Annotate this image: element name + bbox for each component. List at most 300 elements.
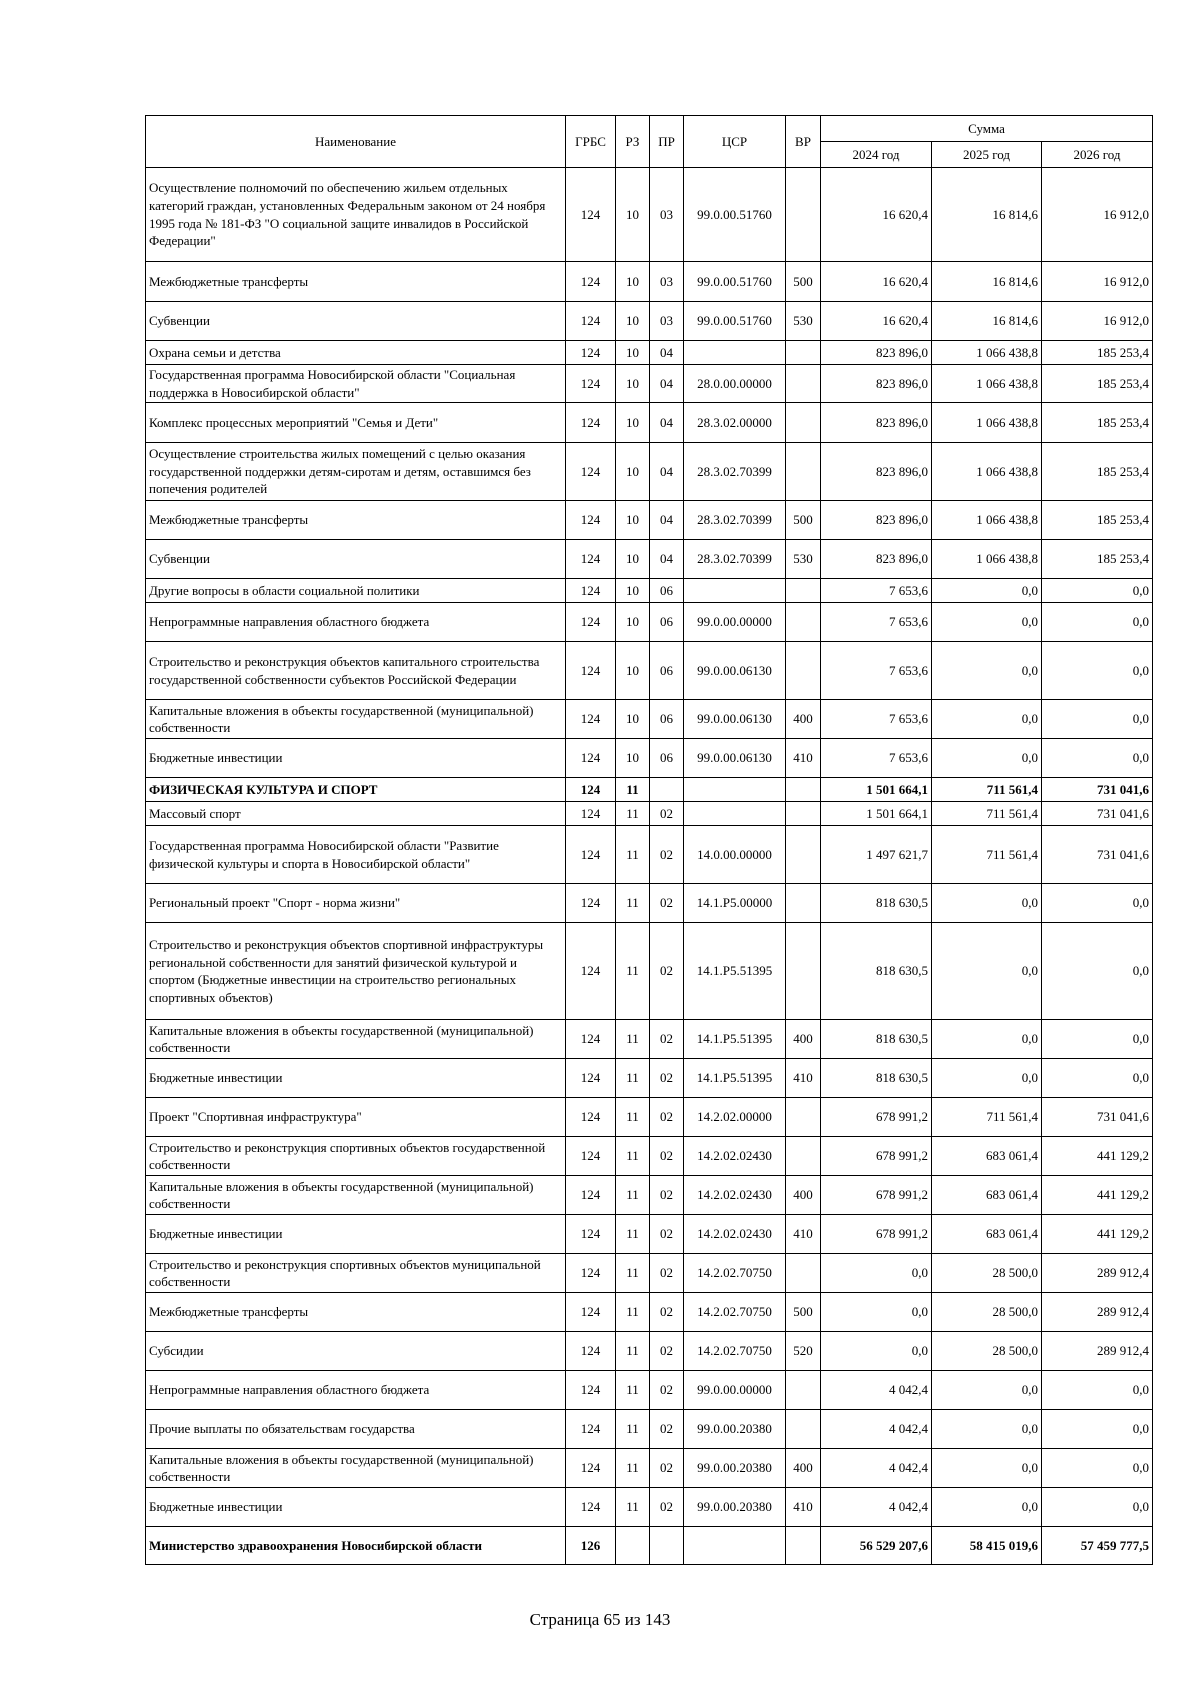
cell-pr: 02 <box>650 1098 684 1137</box>
cell-vr <box>786 826 821 884</box>
cell-vr <box>786 443 821 501</box>
table-row <box>146 1020 1153 1059</box>
table-row <box>146 884 1153 923</box>
cell-pr: 02 <box>650 1488 684 1527</box>
cell-grbs: 124 <box>566 443 616 501</box>
cell-y2025: 0,0 <box>932 923 1042 1020</box>
cell-rz: 10 <box>616 403 650 443</box>
table-row <box>146 923 1153 1020</box>
header-sum: Сумма <box>821 116 1153 142</box>
cell-name: Осуществление полномочий по обеспечению жильем отдельных категорий граждан, установленных Федеральным законом от 24 ноября 1995 года № 181-ФЗ "О социальной защите инвалидов в Российской Федерации" <box>146 168 566 262</box>
cell-pr: 02 <box>650 1176 684 1215</box>
cell-y2025: 683 061,4 <box>932 1215 1042 1254</box>
header-csr: ЦСР <box>684 116 786 168</box>
table-row <box>146 262 1153 302</box>
cell-y2024: 1 501 664,1 <box>821 778 932 802</box>
header-pr: ПР <box>650 116 684 168</box>
cell-name: Субсидии <box>146 1332 566 1371</box>
cell-csr: 28.0.00.00000 <box>684 365 786 403</box>
table-row <box>146 443 1153 501</box>
cell-name: Бюджетные инвестиции <box>146 1215 566 1254</box>
cell-y2024: 7 653,6 <box>821 700 932 739</box>
cell-y2024: 7 653,6 <box>821 642 932 700</box>
cell-grbs: 124 <box>566 826 616 884</box>
table-row <box>146 1293 1153 1332</box>
cell-csr <box>684 341 786 365</box>
cell-y2024: 16 620,4 <box>821 168 932 262</box>
table-row <box>146 540 1153 579</box>
cell-csr: 99.0.00.06130 <box>684 642 786 700</box>
cell-y2025: 16 814,6 <box>932 168 1042 262</box>
cell-vr <box>786 642 821 700</box>
cell-grbs: 124 <box>566 403 616 443</box>
cell-y2024: 0,0 <box>821 1332 932 1371</box>
cell-y2025: 28 500,0 <box>932 1332 1042 1371</box>
cell-vr: 410 <box>786 739 821 778</box>
cell-grbs: 124 <box>566 1176 616 1215</box>
cell-rz: 11 <box>616 923 650 1020</box>
cell-pr: 02 <box>650 1449 684 1488</box>
cell-y2025: 0,0 <box>932 1449 1042 1488</box>
cell-y2025: 16 814,6 <box>932 302 1042 341</box>
cell-y2024: 16 620,4 <box>821 302 932 341</box>
table-row <box>146 1410 1153 1449</box>
cell-rz: 10 <box>616 262 650 302</box>
cell-vr <box>786 778 821 802</box>
cell-vr: 410 <box>786 1059 821 1098</box>
cell-rz: 11 <box>616 1020 650 1059</box>
cell-vr <box>786 923 821 1020</box>
cell-name: Капитальные вложения в объекты государственной (муниципальной) собственности <box>146 1449 566 1488</box>
header-vr: ВР <box>786 116 821 168</box>
table-row <box>146 802 1153 826</box>
cell-vr <box>786 603 821 642</box>
header-grbs: ГРБС <box>566 116 616 168</box>
cell-y2025: 1 066 438,8 <box>932 365 1042 403</box>
cell-name: Министерство здравоохранения Новосибирской области <box>146 1527 566 1565</box>
cell-name: Межбюджетные трансферты <box>146 262 566 302</box>
cell-y2024: 678 991,2 <box>821 1098 932 1137</box>
cell-y2024: 4 042,4 <box>821 1488 932 1527</box>
cell-grbs: 124 <box>566 1488 616 1527</box>
cell-vr: 400 <box>786 1176 821 1215</box>
cell-vr <box>786 403 821 443</box>
cell-name: Субвенции <box>146 302 566 341</box>
cell-grbs: 124 <box>566 1137 616 1176</box>
cell-vr <box>786 1527 821 1565</box>
cell-csr: 99.0.00.00000 <box>684 603 786 642</box>
cell-rz: 11 <box>616 1176 650 1215</box>
cell-grbs: 124 <box>566 884 616 923</box>
cell-rz: 11 <box>616 1410 650 1449</box>
cell-vr <box>786 579 821 603</box>
table-body <box>146 168 1153 1565</box>
cell-y2026: 0,0 <box>1042 884 1153 923</box>
cell-csr: 99.0.00.06130 <box>684 739 786 778</box>
cell-pr: 04 <box>650 365 684 403</box>
cell-y2025: 0,0 <box>932 1488 1042 1527</box>
cell-y2026: 16 912,0 <box>1042 168 1153 262</box>
cell-y2026: 731 041,6 <box>1042 1098 1153 1137</box>
cell-name: Проект "Спортивная инфраструктура" <box>146 1098 566 1137</box>
cell-y2026: 441 129,2 <box>1042 1176 1153 1215</box>
cell-pr: 02 <box>650 826 684 884</box>
cell-name: Бюджетные инвестиции <box>146 1059 566 1098</box>
cell-rz: 11 <box>616 778 650 802</box>
cell-pr: 06 <box>650 739 684 778</box>
cell-csr: 14.2.02.70750 <box>684 1293 786 1332</box>
cell-grbs: 126 <box>566 1527 616 1565</box>
table-row <box>146 365 1153 403</box>
cell-rz <box>616 1527 650 1565</box>
cell-grbs: 124 <box>566 778 616 802</box>
cell-grbs: 124 <box>566 1332 616 1371</box>
cell-y2026: 185 253,4 <box>1042 403 1153 443</box>
cell-rz: 11 <box>616 884 650 923</box>
cell-pr: 06 <box>650 642 684 700</box>
cell-csr: 99.0.00.51760 <box>684 168 786 262</box>
cell-vr: 530 <box>786 540 821 579</box>
cell-y2024: 1 501 664,1 <box>821 802 932 826</box>
cell-y2024: 823 896,0 <box>821 443 932 501</box>
cell-y2024: 823 896,0 <box>821 540 932 579</box>
cell-y2024: 7 653,6 <box>821 603 932 642</box>
cell-grbs: 124 <box>566 365 616 403</box>
cell-y2024: 56 529 207,6 <box>821 1527 932 1565</box>
cell-name: Комплекс процессных мероприятий "Семья и Дети" <box>146 403 566 443</box>
cell-pr: 06 <box>650 700 684 739</box>
cell-name: Государственная программа Новосибирской области "Развитие физической культуры и спорта в Новосибирской области" <box>146 826 566 884</box>
cell-rz: 10 <box>616 739 650 778</box>
cell-vr <box>786 168 821 262</box>
cell-name: Прочие выплаты по обязательствам государства <box>146 1410 566 1449</box>
cell-y2026: 0,0 <box>1042 1059 1153 1098</box>
cell-y2024: 16 620,4 <box>821 262 932 302</box>
cell-csr: 14.2.02.70750 <box>684 1332 786 1371</box>
cell-name: Субвенции <box>146 540 566 579</box>
cell-y2025: 1 066 438,8 <box>932 403 1042 443</box>
cell-rz: 11 <box>616 1293 650 1332</box>
cell-y2026: 731 041,6 <box>1042 802 1153 826</box>
cell-vr <box>786 365 821 403</box>
cell-vr: 400 <box>786 700 821 739</box>
table-row <box>146 642 1153 700</box>
cell-vr <box>786 1098 821 1137</box>
table-row <box>146 1371 1153 1410</box>
cell-vr <box>786 1254 821 1293</box>
table-row <box>146 1176 1153 1215</box>
cell-name: Межбюджетные трансферты <box>146 501 566 540</box>
cell-grbs: 124 <box>566 923 616 1020</box>
cell-y2025: 711 561,4 <box>932 826 1042 884</box>
header-2026: 2026 год <box>1042 142 1153 168</box>
table-row <box>146 403 1153 443</box>
cell-pr: 03 <box>650 302 684 341</box>
cell-rz: 10 <box>616 642 650 700</box>
cell-y2025: 0,0 <box>932 603 1042 642</box>
cell-grbs: 124 <box>566 262 616 302</box>
cell-pr: 02 <box>650 802 684 826</box>
cell-grbs: 124 <box>566 168 616 262</box>
cell-y2026: 0,0 <box>1042 700 1153 739</box>
cell-rz: 11 <box>616 1137 650 1176</box>
cell-pr <box>650 778 684 802</box>
cell-csr: 99.0.00.51760 <box>684 302 786 341</box>
table-row <box>146 739 1153 778</box>
cell-csr: 14.2.02.02430 <box>684 1176 786 1215</box>
cell-y2025: 1 066 438,8 <box>932 341 1042 365</box>
cell-vr: 410 <box>786 1488 821 1527</box>
cell-y2026: 289 912,4 <box>1042 1254 1153 1293</box>
cell-name: Региональный проект "Спорт - норма жизни" <box>146 884 566 923</box>
cell-y2026: 185 253,4 <box>1042 540 1153 579</box>
cell-y2025: 1 066 438,8 <box>932 501 1042 540</box>
cell-y2024: 818 630,5 <box>821 1020 932 1059</box>
cell-grbs: 124 <box>566 1371 616 1410</box>
table-row <box>146 302 1153 341</box>
cell-y2026: 0,0 <box>1042 1488 1153 1527</box>
cell-pr: 02 <box>650 1137 684 1176</box>
cell-csr: 14.2.02.00000 <box>684 1098 786 1137</box>
cell-rz: 10 <box>616 365 650 403</box>
cell-rz: 10 <box>616 540 650 579</box>
cell-pr: 06 <box>650 579 684 603</box>
cell-name: Государственная программа Новосибирской области "Социальная поддержка в Новосибирской области" <box>146 365 566 403</box>
cell-vr <box>786 1410 821 1449</box>
cell-y2025: 0,0 <box>932 739 1042 778</box>
cell-vr: 400 <box>786 1020 821 1059</box>
table-row <box>146 1215 1153 1254</box>
cell-y2024: 823 896,0 <box>821 501 932 540</box>
cell-rz: 11 <box>616 1332 650 1371</box>
cell-y2025: 0,0 <box>932 884 1042 923</box>
cell-grbs: 124 <box>566 1254 616 1293</box>
cell-grbs: 124 <box>566 739 616 778</box>
cell-rz: 10 <box>616 302 650 341</box>
cell-grbs: 124 <box>566 341 616 365</box>
cell-y2025: 683 061,4 <box>932 1137 1042 1176</box>
cell-y2024: 678 991,2 <box>821 1137 932 1176</box>
cell-y2025: 0,0 <box>932 579 1042 603</box>
cell-grbs: 124 <box>566 1449 616 1488</box>
cell-csr: 14.0.00.00000 <box>684 826 786 884</box>
cell-y2026: 289 912,4 <box>1042 1293 1153 1332</box>
table-row <box>146 1449 1153 1488</box>
cell-rz: 11 <box>616 1098 650 1137</box>
cell-rz: 11 <box>616 1059 650 1098</box>
cell-csr: 28.3.02.70399 <box>684 540 786 579</box>
page-number: Страница 65 из 143 <box>529 1610 671 1629</box>
cell-y2024: 4 042,4 <box>821 1449 932 1488</box>
cell-y2024: 818 630,5 <box>821 923 932 1020</box>
cell-y2026: 57 459 777,5 <box>1042 1527 1153 1565</box>
cell-y2026: 731 041,6 <box>1042 826 1153 884</box>
cell-rz: 11 <box>616 1488 650 1527</box>
cell-csr: 14.2.02.02430 <box>684 1215 786 1254</box>
cell-name: Капитальные вложения в объекты государственной (муниципальной) собственности <box>146 700 566 739</box>
cell-y2024: 0,0 <box>821 1254 932 1293</box>
cell-rz: 10 <box>616 341 650 365</box>
cell-y2024: 1 497 621,7 <box>821 826 932 884</box>
cell-name: Массовый спорт <box>146 802 566 826</box>
cell-name: Бюджетные инвестиции <box>146 739 566 778</box>
cell-vr <box>786 1371 821 1410</box>
cell-rz: 11 <box>616 1371 650 1410</box>
cell-grbs: 124 <box>566 642 616 700</box>
cell-name: Непрограммные направления областного бюджета <box>146 603 566 642</box>
cell-csr <box>684 579 786 603</box>
cell-y2024: 678 991,2 <box>821 1176 932 1215</box>
cell-csr: 28.3.02.70399 <box>684 501 786 540</box>
cell-grbs: 124 <box>566 700 616 739</box>
table-row <box>146 778 1153 802</box>
cell-rz: 10 <box>616 603 650 642</box>
table-row <box>146 341 1153 365</box>
cell-name: Непрограммные направления областного бюджета <box>146 1371 566 1410</box>
cell-vr: 520 <box>786 1332 821 1371</box>
cell-vr <box>786 802 821 826</box>
cell-csr <box>684 802 786 826</box>
table-row <box>146 1059 1153 1098</box>
cell-pr: 02 <box>650 884 684 923</box>
cell-grbs: 124 <box>566 302 616 341</box>
table-row <box>146 1254 1153 1293</box>
cell-vr <box>786 1137 821 1176</box>
cell-y2024: 7 653,6 <box>821 739 932 778</box>
cell-y2025: 0,0 <box>932 1059 1042 1098</box>
cell-name: Бюджетные инвестиции <box>146 1488 566 1527</box>
cell-pr: 02 <box>650 1332 684 1371</box>
cell-name: Строительство и реконструкция объектов капитального строительства государственной собственности субъектов Российской Федерации <box>146 642 566 700</box>
cell-vr <box>786 341 821 365</box>
cell-y2026: 0,0 <box>1042 642 1153 700</box>
cell-y2024: 823 896,0 <box>821 403 932 443</box>
cell-csr: 14.1.P5.51395 <box>684 1059 786 1098</box>
cell-rz: 10 <box>616 168 650 262</box>
cell-pr: 02 <box>650 1254 684 1293</box>
cell-grbs: 124 <box>566 603 616 642</box>
cell-y2026: 441 129,2 <box>1042 1137 1153 1176</box>
cell-csr: 14.2.02.70750 <box>684 1254 786 1293</box>
cell-y2024: 678 991,2 <box>821 1215 932 1254</box>
cell-grbs: 124 <box>566 1098 616 1137</box>
cell-pr: 04 <box>650 501 684 540</box>
cell-y2024: 0,0 <box>821 1293 932 1332</box>
cell-y2026: 185 253,4 <box>1042 341 1153 365</box>
cell-pr: 04 <box>650 540 684 579</box>
cell-pr: 02 <box>650 923 684 1020</box>
cell-y2025: 1 066 438,8 <box>932 540 1042 579</box>
table-header <box>146 116 1153 168</box>
cell-name: Строительство и реконструкция спортивных объектов муниципальной собственности <box>146 1254 566 1293</box>
cell-y2026: 185 253,4 <box>1042 365 1153 403</box>
cell-y2024: 4 042,4 <box>821 1410 932 1449</box>
cell-y2025: 711 561,4 <box>932 1098 1042 1137</box>
table-row <box>146 603 1153 642</box>
cell-name: Межбюджетные трансферты <box>146 1293 566 1332</box>
cell-pr: 02 <box>650 1059 684 1098</box>
cell-csr: 99.0.00.00000 <box>684 1371 786 1410</box>
table-row <box>146 501 1153 540</box>
cell-y2024: 823 896,0 <box>821 365 932 403</box>
cell-pr: 02 <box>650 1020 684 1059</box>
table-row <box>146 1332 1153 1371</box>
cell-vr: 500 <box>786 501 821 540</box>
cell-y2025: 1 066 438,8 <box>932 443 1042 501</box>
table-row <box>146 1527 1153 1565</box>
cell-vr: 410 <box>786 1215 821 1254</box>
table-row <box>146 1137 1153 1176</box>
cell-y2025: 0,0 <box>932 642 1042 700</box>
cell-grbs: 124 <box>566 1293 616 1332</box>
cell-y2026: 0,0 <box>1042 1020 1153 1059</box>
cell-pr: 02 <box>650 1293 684 1332</box>
cell-vr: 500 <box>786 1293 821 1332</box>
header-name: Наименование <box>146 116 566 168</box>
cell-csr: 99.0.00.20380 <box>684 1410 786 1449</box>
table-row <box>146 579 1153 603</box>
cell-name: Капитальные вложения в объекты государственной (муниципальной) собственности <box>146 1020 566 1059</box>
cell-y2026: 0,0 <box>1042 1449 1153 1488</box>
cell-csr <box>684 1527 786 1565</box>
cell-rz: 11 <box>616 802 650 826</box>
cell-y2024: 818 630,5 <box>821 1059 932 1098</box>
cell-y2026: 185 253,4 <box>1042 443 1153 501</box>
cell-y2026: 289 912,4 <box>1042 1332 1153 1371</box>
cell-name: ФИЗИЧЕСКАЯ КУЛЬТУРА И СПОРТ <box>146 778 566 802</box>
cell-name: Охрана семьи и детства <box>146 341 566 365</box>
cell-y2026: 16 912,0 <box>1042 302 1153 341</box>
cell-csr: 28.3.02.70399 <box>684 443 786 501</box>
cell-csr: 28.3.02.00000 <box>684 403 786 443</box>
cell-csr: 99.0.00.20380 <box>684 1488 786 1527</box>
cell-y2026: 441 129,2 <box>1042 1215 1153 1254</box>
cell-y2024: 823 896,0 <box>821 341 932 365</box>
cell-csr <box>684 778 786 802</box>
table-row <box>146 700 1153 739</box>
cell-grbs: 124 <box>566 579 616 603</box>
cell-name: Другие вопросы в области социальной политики <box>146 579 566 603</box>
cell-pr: 02 <box>650 1215 684 1254</box>
cell-y2026: 0,0 <box>1042 923 1153 1020</box>
table-row <box>146 1488 1153 1527</box>
cell-name: Капитальные вложения в объекты государственной (муниципальной) собственности <box>146 1176 566 1215</box>
cell-name: Строительство и реконструкция спортивных объектов государственной собственности <box>146 1137 566 1176</box>
cell-rz: 10 <box>616 443 650 501</box>
cell-y2026: 0,0 <box>1042 1371 1153 1410</box>
table-row <box>146 168 1153 262</box>
cell-rz: 10 <box>616 700 650 739</box>
cell-y2026: 0,0 <box>1042 579 1153 603</box>
cell-pr: 02 <box>650 1410 684 1449</box>
cell-csr: 14.1.P5.51395 <box>684 1020 786 1059</box>
cell-y2025: 16 814,6 <box>932 262 1042 302</box>
header-2024: 2024 год <box>821 142 932 168</box>
cell-name: Осуществление строительства жилых помещений с целью оказания государственной поддержки детям-сиротам и детям, оставшимся без попечения родителей <box>146 443 566 501</box>
cell-rz: 11 <box>616 1449 650 1488</box>
cell-y2025: 0,0 <box>932 700 1042 739</box>
cell-pr: 04 <box>650 403 684 443</box>
cell-vr <box>786 884 821 923</box>
cell-pr: 02 <box>650 1371 684 1410</box>
cell-vr: 500 <box>786 262 821 302</box>
cell-pr: 06 <box>650 603 684 642</box>
table-row <box>146 1098 1153 1137</box>
cell-rz: 10 <box>616 579 650 603</box>
cell-pr: 04 <box>650 341 684 365</box>
cell-y2024: 7 653,6 <box>821 579 932 603</box>
cell-grbs: 124 <box>566 540 616 579</box>
